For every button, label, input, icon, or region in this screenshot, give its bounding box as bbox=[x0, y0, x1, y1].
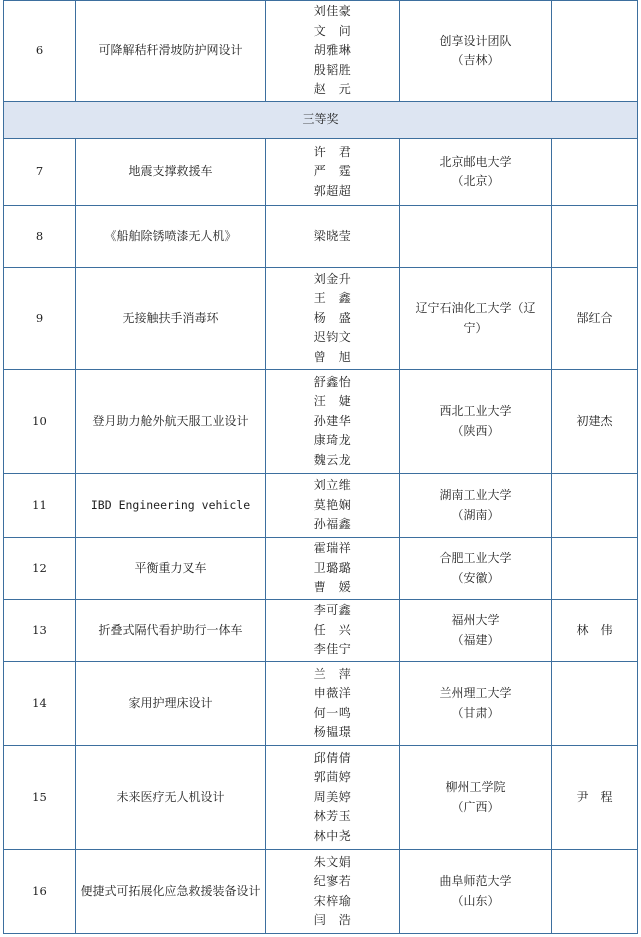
team-members bbox=[266, 474, 400, 538]
table-row bbox=[4, 139, 638, 206]
organization-line: 宁） bbox=[463, 320, 488, 335]
member-name: 郭茴婷 bbox=[313, 770, 352, 785]
entry-number: 9 bbox=[4, 268, 76, 370]
member-name: 迟钧文 bbox=[313, 330, 352, 345]
entry-number: 15 bbox=[4, 746, 76, 850]
member-name: 魏云龙 bbox=[313, 452, 352, 467]
organization-line: 西北工业大学 bbox=[439, 404, 512, 418]
entry-title: 未来医疗无人机设计 bbox=[76, 746, 266, 850]
organization bbox=[400, 600, 552, 662]
entry-number: 11 bbox=[4, 474, 76, 538]
table-row bbox=[4, 268, 638, 370]
table-row bbox=[4, 850, 638, 934]
member-name: 汪 婕 bbox=[313, 394, 352, 409]
organization-line: 柳州工学院 bbox=[445, 780, 506, 794]
organization bbox=[400, 370, 552, 474]
entry-title: 便捷式可拓展化应急救援装备设计 bbox=[76, 850, 266, 934]
team-members bbox=[266, 370, 400, 474]
member-name: 梁晓莹 bbox=[313, 228, 352, 243]
entry-title: 无接触扶手消毒环 bbox=[76, 268, 266, 370]
organization-line: （吉林） bbox=[451, 53, 500, 67]
member-name: 卫璐璐 bbox=[313, 560, 352, 575]
member-name: 任 兴 bbox=[313, 622, 352, 637]
advisor bbox=[552, 538, 638, 600]
member-name: 杨 盛 bbox=[313, 310, 352, 325]
team-members bbox=[266, 206, 400, 268]
member-name: 王 鑫 bbox=[313, 291, 352, 306]
team-members bbox=[266, 268, 400, 370]
member-name: 杨韫璟 bbox=[313, 725, 352, 739]
entry-title: IBD Engineering vehicle bbox=[76, 474, 266, 538]
organization-line: （陕西） bbox=[451, 423, 500, 438]
member-name: 严 霆 bbox=[313, 164, 352, 179]
team-members bbox=[266, 139, 400, 206]
team-members bbox=[266, 662, 400, 746]
member-name: 刘立维 bbox=[313, 478, 352, 493]
table-row bbox=[4, 538, 638, 600]
organization bbox=[400, 746, 552, 850]
entry-title: 折叠式隔代看护助行一体车 bbox=[76, 600, 266, 662]
organization bbox=[400, 662, 552, 746]
advisor: 林 伟 bbox=[552, 600, 638, 662]
member-name: 邱倩倩 bbox=[313, 750, 352, 765]
entry-title: 《船舶除锈喷漆无人机》 bbox=[76, 206, 266, 268]
organization bbox=[400, 139, 552, 206]
member-name: 莫艳娴 bbox=[313, 497, 352, 512]
award-table-body bbox=[4, 1, 638, 934]
advisor bbox=[552, 662, 638, 746]
member-name: 孙建华 bbox=[313, 413, 352, 428]
member-name: 林中尧 bbox=[313, 828, 352, 843]
organization bbox=[400, 206, 552, 268]
team-members bbox=[266, 746, 400, 850]
organization-line: （甘肃） bbox=[451, 705, 500, 720]
member-name: 孙福鑫 bbox=[313, 517, 352, 532]
entry-number: 7 bbox=[4, 139, 76, 206]
organization-line: 曲阜师范大学 bbox=[439, 874, 512, 888]
advisor: 郜红合 bbox=[552, 268, 638, 370]
member-name: 曹 媛 bbox=[313, 580, 352, 595]
organization-line: （广西） bbox=[451, 799, 500, 814]
entry-title: 平衡重力叉车 bbox=[76, 538, 266, 600]
advisor: 初建杰 bbox=[552, 370, 638, 474]
member-name: 文 问 bbox=[313, 23, 352, 38]
entry-title: 地震支撑救援车 bbox=[76, 139, 266, 206]
advisor bbox=[552, 474, 638, 538]
organization-line: 北京邮电大学 bbox=[439, 154, 512, 169]
entry-number: 14 bbox=[4, 662, 76, 746]
organization-line: 兰州理工大学 bbox=[439, 686, 512, 700]
table-row bbox=[4, 746, 638, 850]
member-name: 许 君 bbox=[313, 144, 352, 159]
entry-number: 12 bbox=[4, 538, 76, 600]
table-row bbox=[4, 370, 638, 474]
table-row bbox=[4, 600, 638, 662]
organization-line: （安徽） bbox=[451, 570, 500, 585]
organization bbox=[400, 474, 552, 538]
member-name: 林芳玉 bbox=[313, 809, 352, 824]
member-name: 霍瑞祥 bbox=[313, 541, 352, 556]
entry-title: 家用护理床设计 bbox=[76, 662, 266, 746]
organization-line: 湖南工业大学 bbox=[439, 488, 512, 502]
advisor: 尹 程 bbox=[552, 746, 638, 850]
entry-title: 登月助力舱外航天服工业设计 bbox=[76, 370, 266, 474]
section-header-row bbox=[4, 102, 638, 139]
advisor bbox=[552, 850, 638, 934]
member-name: 康琦龙 bbox=[313, 433, 352, 448]
member-name: 宋梓瑜 bbox=[313, 893, 352, 908]
advisor bbox=[552, 206, 638, 268]
organization bbox=[400, 538, 552, 600]
organization-line: （福建） bbox=[451, 632, 500, 647]
member-name: 纪寥若 bbox=[313, 874, 352, 888]
member-name: 周美婷 bbox=[313, 789, 352, 804]
member-name: 何一鸣 bbox=[313, 705, 352, 720]
table-row bbox=[4, 1, 638, 102]
member-name: 申薇洋 bbox=[313, 686, 352, 700]
organization-line: 福州大学 bbox=[451, 613, 500, 627]
member-name: 舒鑫怡 bbox=[313, 374, 352, 389]
table-row bbox=[4, 206, 638, 268]
advisor bbox=[552, 1, 638, 102]
table-row bbox=[4, 662, 638, 746]
team-members bbox=[266, 1, 400, 102]
organization-line: 创享设计团队 bbox=[439, 33, 512, 48]
team-members bbox=[266, 850, 400, 934]
table-row bbox=[4, 474, 638, 538]
member-name: 朱文娟 bbox=[313, 854, 352, 869]
organization-line: （湖南） bbox=[451, 507, 500, 522]
team-members bbox=[266, 600, 400, 662]
member-name: 李佳宁 bbox=[313, 642, 352, 657]
member-name: 郭超超 bbox=[313, 183, 352, 198]
entry-number: 8 bbox=[4, 206, 76, 268]
award-table bbox=[3, 0, 638, 934]
entry-number: 13 bbox=[4, 600, 76, 662]
member-name: 胡雅琳 bbox=[313, 43, 352, 58]
organization-line: （山东） bbox=[451, 893, 500, 908]
organization-line: （北京） bbox=[451, 174, 500, 188]
member-name: 曾 旭 bbox=[313, 349, 352, 364]
member-name: 刘佳豪 bbox=[313, 4, 352, 19]
advisor bbox=[552, 139, 638, 206]
member-name: 李可鑫 bbox=[313, 603, 352, 618]
member-name: 赵 元 bbox=[313, 82, 352, 97]
organization bbox=[400, 1, 552, 102]
organization bbox=[400, 268, 552, 370]
member-name: 殷韬胜 bbox=[313, 62, 352, 77]
member-name: 兰 萍 bbox=[313, 666, 352, 681]
organization-line: 辽宁石油化工大学（辽 bbox=[415, 301, 536, 315]
entry-number: 6 bbox=[4, 1, 76, 102]
member-name: 刘金升 bbox=[313, 271, 352, 286]
section-title: 三等奖 bbox=[4, 102, 638, 139]
organization bbox=[400, 850, 552, 934]
team-members bbox=[266, 538, 400, 600]
entry-number: 16 bbox=[4, 850, 76, 934]
member-name: 闫 浩 bbox=[313, 913, 352, 927]
entry-number: 10 bbox=[4, 370, 76, 474]
organization-line: 合肥工业大学 bbox=[439, 551, 512, 565]
entry-title: 可降解秸秆滑坡防护网设计 bbox=[76, 1, 266, 102]
